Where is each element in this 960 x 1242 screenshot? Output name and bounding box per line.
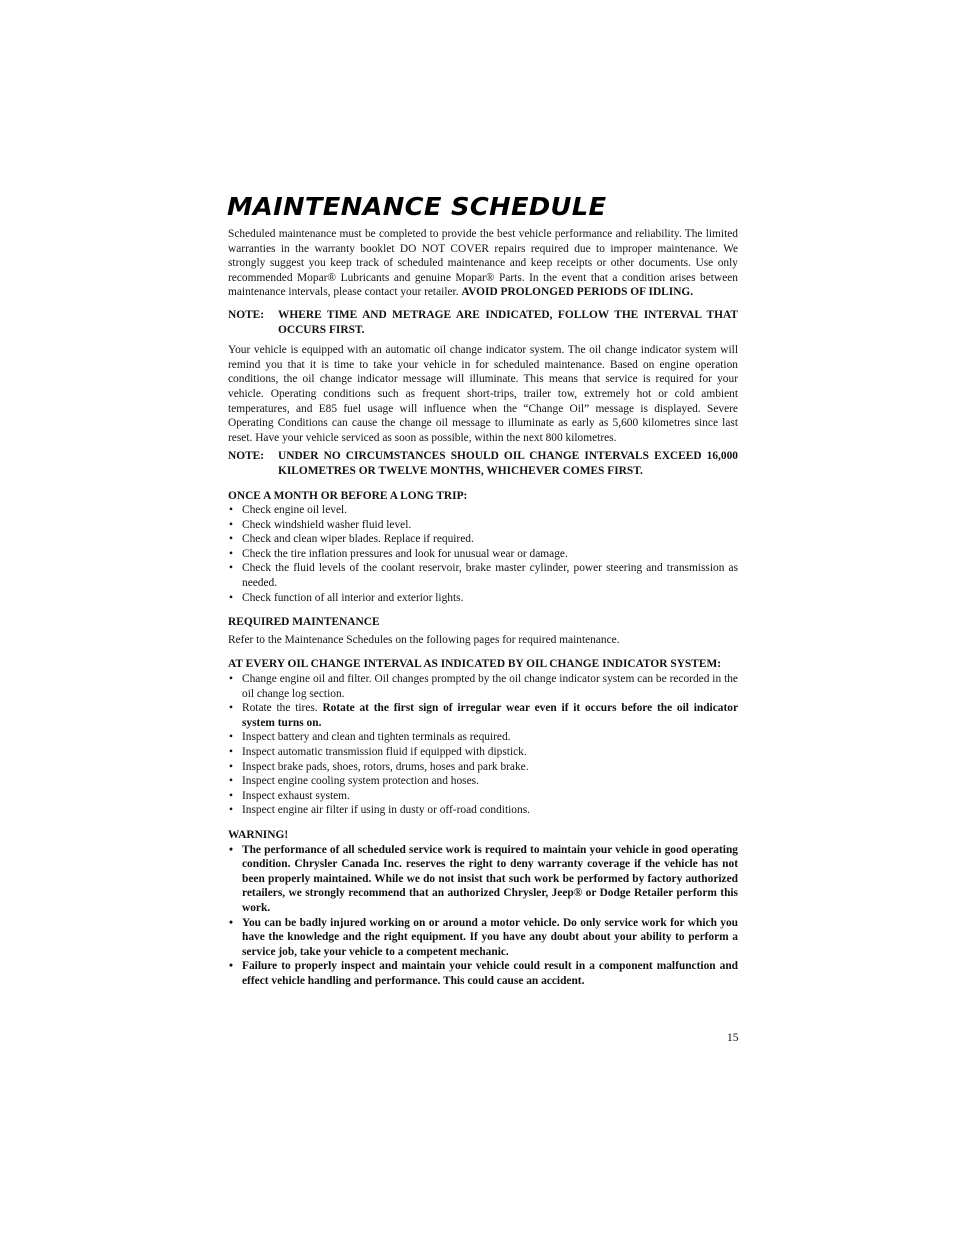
idling-warning: AVOID PROLONGED PERIODS OF IDLING. bbox=[461, 286, 694, 299]
note-label: NOTE: bbox=[228, 450, 265, 463]
oil-interval-list bbox=[228, 672, 738, 818]
note-text: WHERE TIME AND METRAGE ARE INDICATED, FOLLOW THE INTERVAL THAT OCCURS FIRST. bbox=[278, 308, 738, 336]
monthly-list bbox=[228, 503, 738, 605]
rotate-tires-emphasis: Rotate at the first sign of irregular wear even if it occurs before the oil indicator system turns on. bbox=[242, 702, 738, 729]
list-item: • Check the fluid levels of the coolant reservoir, brake master cylinder, power steering and transmission as needed. bbox=[228, 561, 738, 590]
list-item: • Check the tire inflation pressures and look for unusual wear or damage. bbox=[228, 547, 738, 562]
note-text: UNDER NO CIRCUMSTANCES SHOULD OIL CHANGE INTERVALS EXCEED 16,000 KILOMETRES OR TWELVE MONTHS, WHICHEVER COMES FIRST. bbox=[278, 450, 738, 477]
list-item: • Inspect exhaust system. bbox=[228, 789, 738, 804]
manual-page bbox=[228, 192, 738, 989]
oil-interval-heading: AT EVERY OIL CHANGE INTERVAL AS INDICATED BY OIL CHANGE INDICATOR SYSTEM: bbox=[228, 658, 721, 671]
warning-list bbox=[228, 843, 738, 989]
page-title: MAINTENANCE SCHEDULE bbox=[227, 192, 607, 221]
list-item: • Check function of all interior and exterior lights. bbox=[228, 591, 738, 606]
page-number: 15 bbox=[727, 1032, 739, 1044]
list-item: • Inspect automatic transmission fluid if equipped with dipstick. bbox=[228, 745, 738, 760]
list-item: • Change engine oil and filter. Oil changes prompted by the oil change indicator system can be recorded in the oil change log section. bbox=[228, 672, 738, 701]
list-item: • Check and clean wiper blades. Replace if required. bbox=[228, 532, 738, 547]
list-item: • Check engine oil level. bbox=[228, 503, 738, 518]
list-item bbox=[228, 701, 738, 730]
warning-item: • The performance of all scheduled service work is required to maintain your vehicle in good operating condition. Chrysler Canada Inc. reserves the right to deny warranty coverage if the vehicle has not been properly maintained. While we do not insist that such work be performed by factory authorized retailers, we strongly recommend that an authorized Chrysler, Jeep® or Dodge Retailer perform this work. bbox=[228, 843, 738, 916]
note-oil-limit bbox=[228, 449, 738, 478]
monthly-heading: ONCE A MONTH OR BEFORE A LONG TRIP: bbox=[228, 489, 468, 502]
intro-text: Scheduled maintenance must be completed to provide the best vehicle performance and reliability. The limited warranties in the warranty booklet DO NOT COVER repairs required due to improper maintenance. We strongly suggest you keep track of scheduled maintenance and keep receipts or other documents. Use only recommended Mopar® Lubricants and genuine Mopar® Parts. In the event that a condition arises between maintenance intervals, please contact your retailer. bbox=[228, 228, 738, 299]
list-item: • Inspect brake pads, shoes, rotors, drums, hoses and park brake. bbox=[228, 760, 738, 775]
warning-item: • You can be badly injured working on or around a motor vehicle. Do only service work for which you have the knowledge and the right equipment. If you have any doubt about your ability to perform a service job, take your vehicle to a competent mechanic. bbox=[228, 916, 738, 960]
required-heading: REQUIRED MAINTENANCE bbox=[228, 616, 380, 629]
intro-paragraph bbox=[228, 227, 738, 300]
list-item: • Check windshield washer fluid level. bbox=[228, 518, 738, 533]
warning-heading: WARNING! bbox=[228, 828, 289, 841]
required-text: Refer to the Maintenance Schedules on the following pages for required maintenance. bbox=[228, 633, 620, 646]
list-item: • Inspect engine air filter if using in dusty or off-road conditions. bbox=[228, 803, 738, 818]
indicator-paragraph: Your vehicle is equipped with an automatic oil change indicator system. The oil change indicator system will remind you that it is time to take your vehicle in for scheduled maintenance. Based on engine operation conditions, the oil change indicator message will illuminate. This means that service is required for your vehicle. Operating conditions such as frequent short-trips, trailer tow, extremely hot or cold ambient temperatures, and E85 fuel usage will influence when the “Change Oil” message is displayed. Severe Operating Conditions can cause the change oil message to illuminate as early as 5,600 kilometres since last reset. Have your vehicle serviced as soon as possible, within the next 800 kilometres. bbox=[228, 344, 738, 444]
warning-item: • Failure to properly inspect and maintain your vehicle could result in a component malfunction and effect vehicle handling and performance. This could cause an accident. bbox=[228, 959, 738, 988]
note-label: NOTE: bbox=[228, 308, 265, 321]
list-item: • Inspect battery and clean and tighten terminals as required. bbox=[228, 730, 738, 745]
list-item: • Inspect engine cooling system protection and hoses. bbox=[228, 774, 738, 789]
note-interval bbox=[228, 308, 738, 337]
rotate-tires-text: Rotate the tires. bbox=[242, 702, 323, 715]
